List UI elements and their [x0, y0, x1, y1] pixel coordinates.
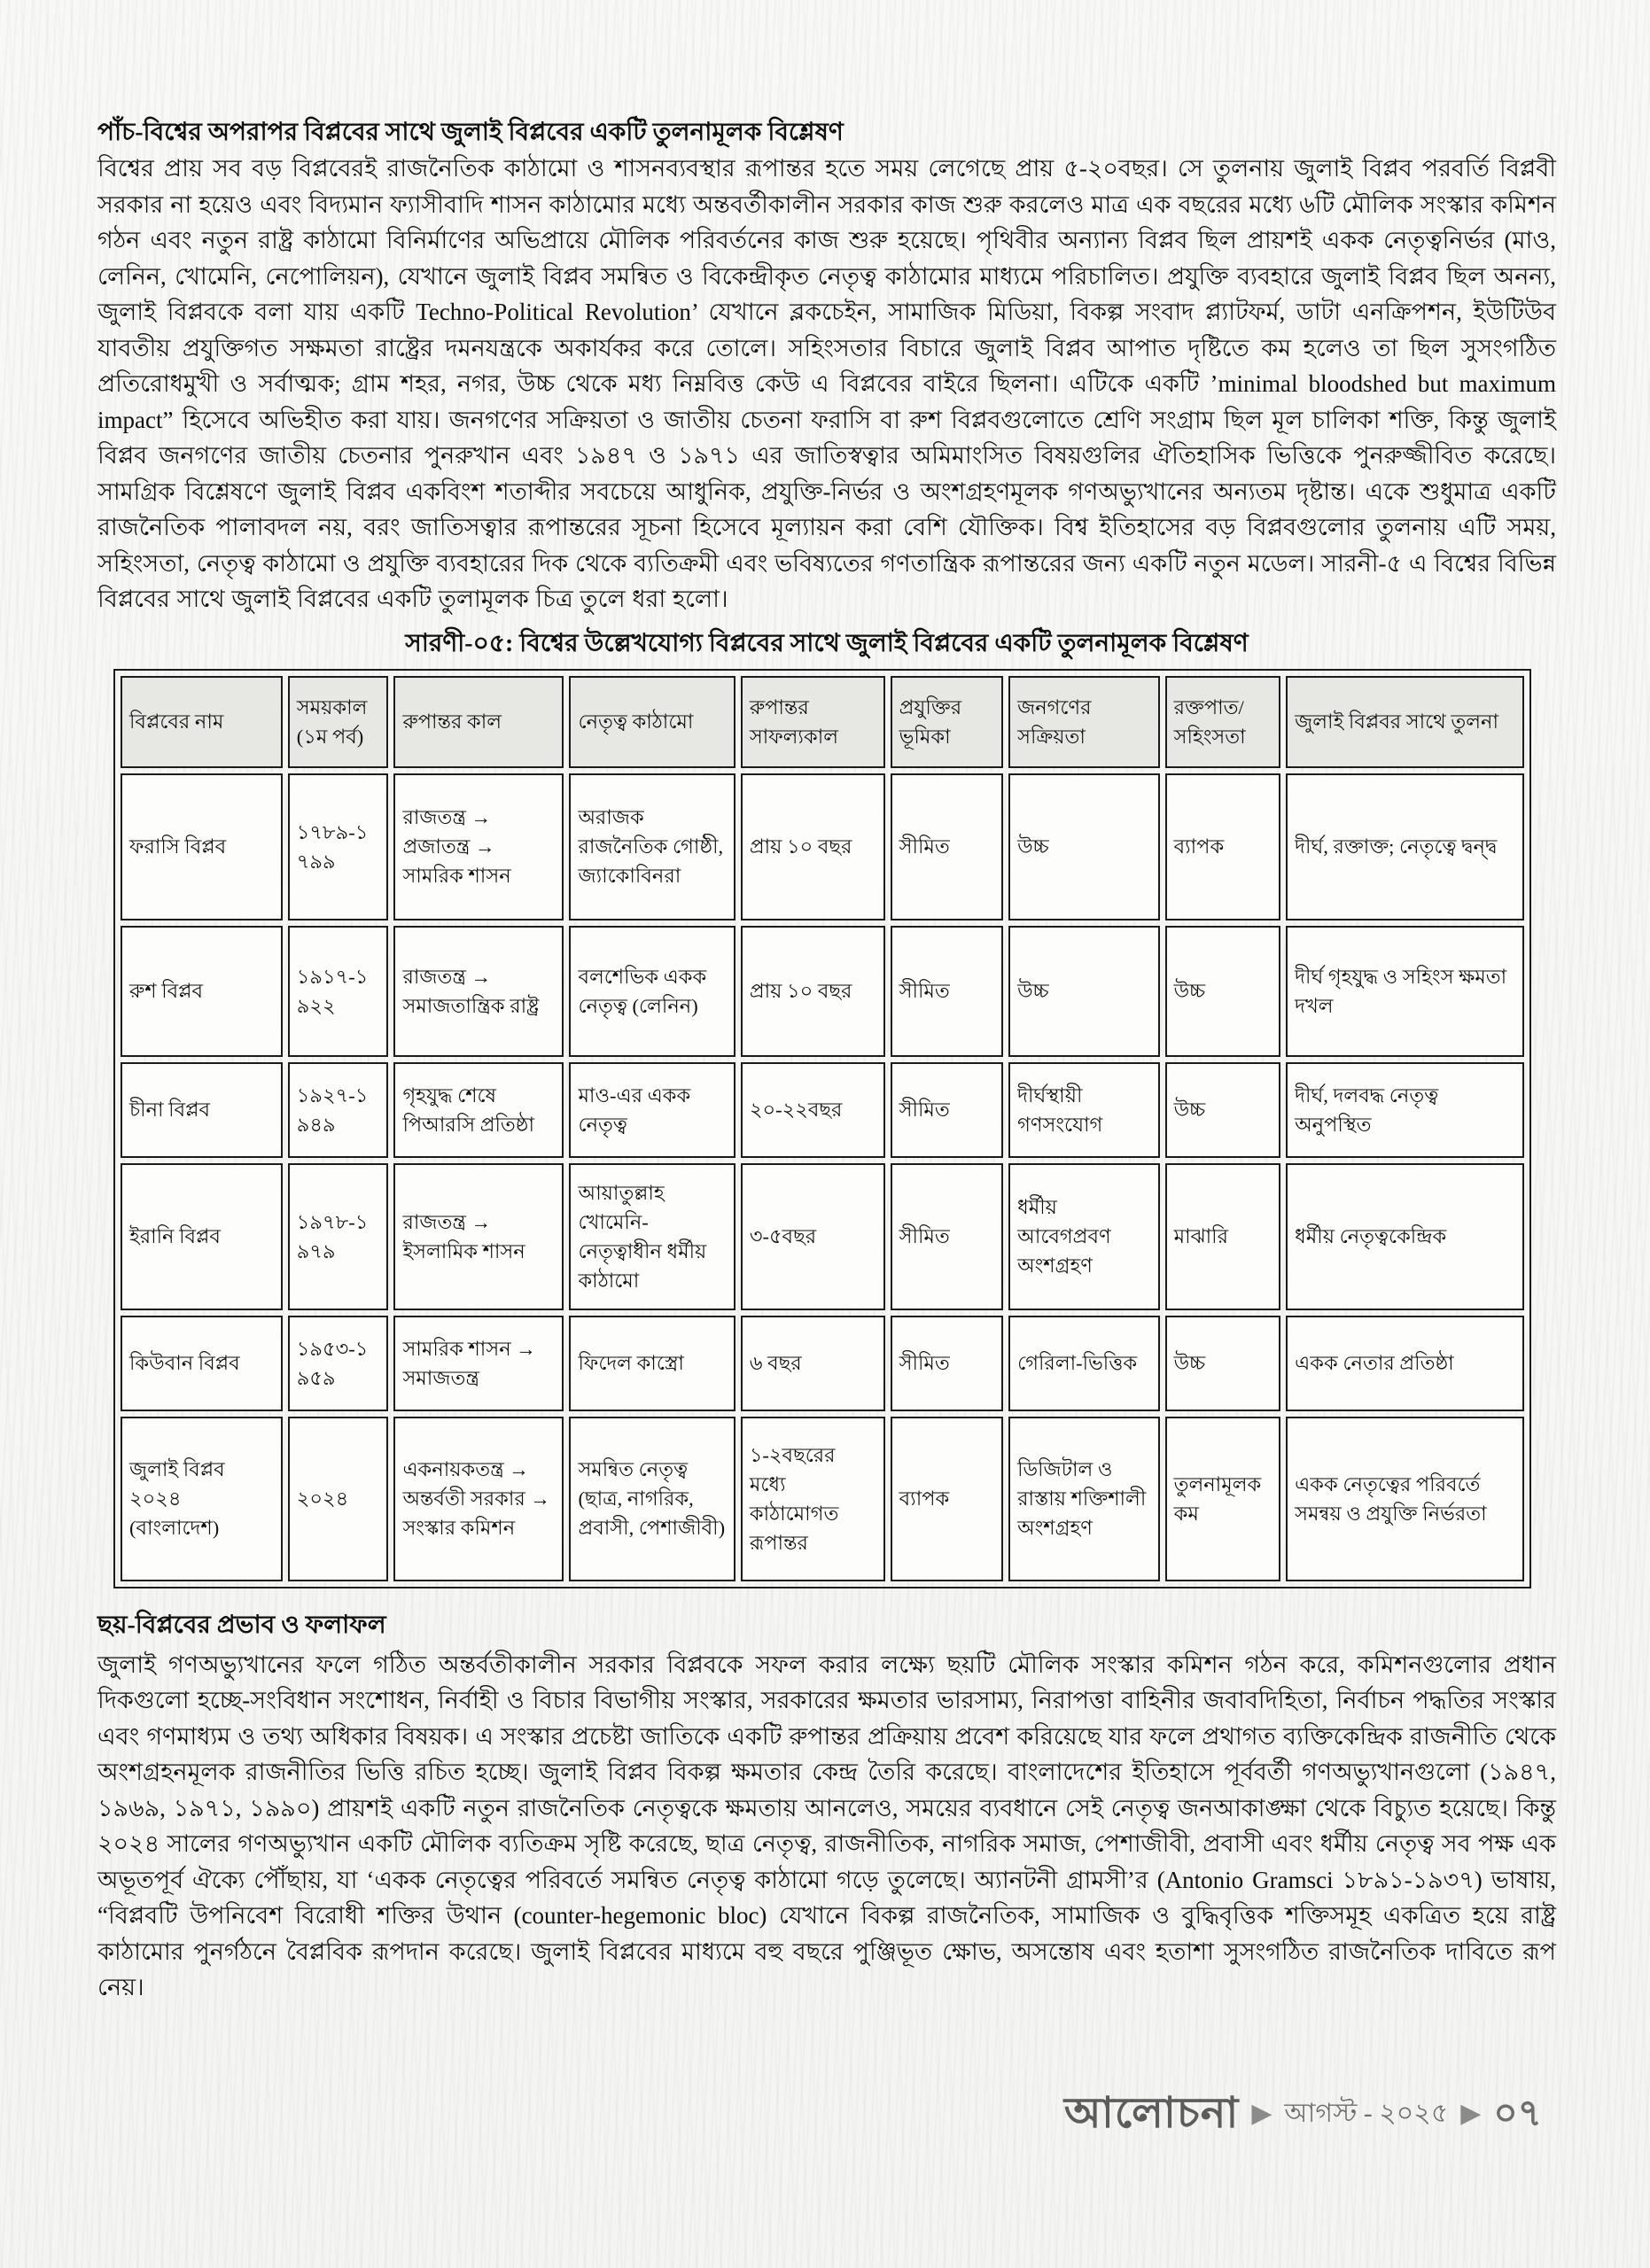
- table-cell: একক নেতৃত্বের পরিবর্তে সমন্বয় ও প্রযুক্তি নির্ভরতা: [1286, 1417, 1524, 1581]
- table-cell: সমন্বিত নেতৃত্ব (ছাত্র, নাগরিক, প্রবাসী, পেশাজীবী): [569, 1417, 735, 1581]
- table-cell: রাজতন্ত্র → সমাজতান্ত্রিক রাষ্ট্র: [393, 926, 564, 1057]
- table-header-cell: জনগণের সক্রিয়তা: [1008, 676, 1159, 768]
- table-cell: ইরানি বিপ্লব: [121, 1163, 283, 1310]
- magazine-logo: আলোচনা: [1063, 2090, 1240, 2137]
- table-cell: একনায়কতন্ত্র → অন্তর্বতী সরকার → সংস্কার কমিশন: [393, 1417, 564, 1581]
- table-header-cell: জুলাই বিপ্লবর সাথে তুলনা: [1286, 676, 1524, 768]
- table-cell: সামরিক শাসন → সমাজতন্ত্র: [393, 1316, 564, 1411]
- table-cell: ব্যাপক: [891, 1417, 1003, 1581]
- table-cell: দীর্ঘ গৃহযুদ্ধ ও সহিংস ক্ষমতা দখল: [1286, 926, 1524, 1057]
- table-cell: তুলনামূলক কম: [1165, 1417, 1281, 1581]
- table-body: [121, 773, 1524, 1581]
- table-cell: সীমিত: [891, 1316, 1003, 1411]
- table-row: [121, 1163, 1524, 1310]
- table-row: [121, 773, 1524, 920]
- table-cell: দীর্ঘস্থায়ী গণসংযোগ: [1008, 1062, 1159, 1158]
- table-cell: দীর্ঘ, দলবদ্ধ নেতৃত্ব অনুপস্থিত: [1286, 1062, 1524, 1158]
- revolution-comparison-table: [113, 669, 1531, 1588]
- table-cell: উচ্চ: [1008, 926, 1159, 1057]
- table-cell: মাঝারি: [1165, 1163, 1281, 1310]
- table-cell: জুলাই বিপ্লব ২০২৪ (বাংলাদেশ): [121, 1417, 283, 1581]
- table-cell: ফিদেল কাস্ত্রো: [569, 1316, 735, 1411]
- table-cell: সীমিত: [891, 926, 1003, 1057]
- table-cell: উচ্চ: [1165, 1062, 1281, 1158]
- page-footer: [1063, 2090, 1542, 2137]
- table-cell: রাজতন্ত্র → প্রজাতন্ত্র → সামরিক শাসন: [393, 773, 564, 920]
- table-cell: রুশ বিপ্লব: [121, 926, 283, 1057]
- section6-heading: ছয়-বিপ্লবের প্রভাব ও ফলাফল: [97, 1611, 386, 1639]
- table-cell: ৬ বছর: [741, 1316, 885, 1411]
- table-header-cell: প্রযুক্তির ভূমিকা: [891, 676, 1003, 768]
- table-cell: কিউবান বিপ্লব: [121, 1316, 283, 1411]
- table-cell: ১৯২৭-১৯৪৯: [288, 1062, 389, 1158]
- table-cell: উচ্চ: [1165, 1316, 1281, 1411]
- section5-paragraph: বিশ্বের প্রায় সব বড় বিপ্লবেরই রাজনৈতিক কাঠামো ও শাসনব্যবস্থার রূপান্তর হতে সময় লেগেছে প্রায় ৫-২০বছর। সে তুলনায় জুলাই বিপ্লব পরবর্তি বিপ্লবী সরকার না হয়েও এবং বিদ্যমান ফ্যাসীবাদি শাসন কাঠামোর মধ্যে অন্তবর্তীকালীন সরকার কাজ শুরু করলেও মাত্র এক বছরের মধ্যে ৬টি মৌলিক সংস্কার কমিশন গঠন এবং নতুন রাষ্ট্র কাঠামো বিনির্মাণের অভিপ্রায়ে মৌলিক পরিবর্তনের কাজ শুরু হয়েছে। পৃথিবীর অন্যান্য বিপ্লব ছিল প্রায়শই একক নেতৃত্বনির্ভর (মাও, লেনিন, খোমেনি, নেপোলিয়ন), যেখানে জুলাই বিপ্লব সমন্বিত ও বিকেন্দ্রীকৃত নেতৃত্ব কাঠামোর মাধ্যমে পরিচালিত। প্রযুক্তি ব্যবহারে জুলাই বিপ্লব ছিল অনন্য, জুলাই বিপ্লবকে বলা যায় একটি Techno-Political Revolution’ যেখানে ব্লকচেইন, সামাজিক মিডিয়া, বিকল্প সংবাদ প্ল্যাটফর্ম, ডাটা এনক্রিপশন, ইউটিউব যাবতীয় প্রযুক্তিগত সক্ষমতা রাষ্ট্রের দমনযন্ত্রকে অকার্যকর করে তোলে। সহিংসতার বিচারে জুলাই বিপ্লব আপাত দৃষ্টিতে কম হলেও তা ছিল সুসংগঠিত প্রতিরোধমুখী ও সর্বাত্মক; গ্রাম শহর, নগর, উচ্চ থেকে মধ্য নিম্নবিত্ত কেউ এ বিপ্লবের বাইরে ছিলনা। এটিকে একটি ’minimal bloodshed but maximum impact” হিসেবে অভিহীত করা যায়। জনগণের সক্রিয়তা ও জাতীয় চেতনা ফরাসি বা রুশ বিপ্লবগুলোতে শ্রেণি সংগ্রাম ছিল মূল চালিকা শক্তি, কিন্তু জুলাই বিপ্লব জনগণের জাতীয় চেতনার পুনরুখান এবং ১৯৪৭ ও ১৯৭১ এর জাতিস্বত্বার অমিমাংসিত বিষয়গুলির ঐতিহাসিক ভিত্তিকে পুনরুজ্জীবিত করেছে। সামগ্রিক বিশ্লেষণে জুলাই বিপ্লব একবিংশ শতাব্দীর সবচেয়ে আধুনিক, প্রযুক্তি-নির্ভর ও অংশগ্রহণমূলক গণঅভ্যুখানের অন্যতম দৃষ্টান্ত। একে শুধুমাত্র একটি রাজনৈতিক পালাবদল নয়, বরং জাতিসত্বার রূপান্তরের সূচনা হিসেবে মূল্যায়ন করা বেশি যৌক্তিক। বিশ্ব ইতিহাসের বড় বিপ্লবগুলোর তুলনায় এটি সময়, সহিংসতা, নেতৃত্ব কাঠামো ও প্রযুক্তি ব্যবহারের দিক থেকে ব্যতিক্রমী এবং ভবিষ্যতের গণতান্ত্রিক রূপান্তরের জন্য একটি নতুন মডেল। সারনী-৫ এ বিশ্বের বিভিন্ন বিপ্লবের সাথে জুলাই বিপ্লবের একটি তুলামূলক চিত্র তুলে ধরা হলো।: [97, 155, 1556, 612]
- table-cell: গৃহযুদ্ধ শেষে পিআরসি প্রতিষ্ঠা: [393, 1062, 564, 1158]
- table-cell: ১৯১৭-১৯২২: [288, 926, 389, 1057]
- table-cell: দীর্ঘ, রক্তাক্ত; নেতৃত্বে দ্বন্দ্ব: [1286, 773, 1524, 920]
- table-cell: আয়াতুল্লাহ খোমেনি-নেতৃত্বাধীন ধর্মীয় কাঠামো: [569, 1163, 735, 1310]
- table-header-row: [121, 676, 1524, 768]
- section5-heading: পাঁচ-বিশ্বের অপরাপর বিপ্লবের সাথে জুলাই বিপ্লবের একটি তুলনামূলক বিশ্লেষণ: [97, 119, 844, 146]
- table-cell: সীমিত: [891, 1062, 1003, 1158]
- table-cell: ২০২৪: [288, 1417, 389, 1581]
- table-header-cell: সময়কাল (১ম পর্ব): [288, 676, 389, 768]
- table-cell: ফরাসি বিপ্লব: [121, 773, 283, 920]
- table-cell: ধর্মীয় আবেগপ্রবণ অংশগ্রহণ: [1008, 1163, 1159, 1310]
- table-cell: ৩-৫বছর: [741, 1163, 885, 1310]
- table-cell: অরাজক রাজনৈতিক গোষ্ঠী, জ্যাকোবিনরা: [569, 773, 735, 920]
- table-cell: সীমিত: [891, 773, 1003, 920]
- table-cell: প্রায় ১০ বছর: [741, 773, 885, 920]
- section6-paragraph: জুলাই গণঅভ্যুখানের ফলে গঠিত অন্তর্বতীকালীন সরকার বিপ্লবকে সফল করার লক্ষ্যে ছয়টি মৌলিক সংস্কার কমিশন গঠন করে, কমিশনগুলোর প্রধান দিকগুলো হচ্ছে-সংবিধান সংশোধন, নির্বাহী ও বিচার বিভাগীয় সংস্কার, সরকারের ক্ষমতার ভারসাম্য, নিরাপত্তা বাহিনীর জবাবদিহিতা, নির্বাচন পদ্ধতির সংস্কার এবং গণমাধ্যম ও তথ্য অধিকার বিষয়ক। এ সংস্কার প্রচেষ্টা জাতিকে একটি রুপান্তর প্রক্রিয়ায় প্রবেশ করিয়েছে যার ফলে প্রথাগত ব্যক্তিকেন্দ্রিক রাজনীতি থেকে অংশগ্রহনমূলক রাজনীতির ভিত্তি রচিত হচ্ছে। জুলাই বিপ্লব বিকল্প ক্ষমতার কেন্দ্র তৈরি করেছে। বাংলাদেশের ইতিহাসে পূর্ববর্তী গণঅভ্যুখানগুলো (১৯৪৭, ১৯৬৯, ১৯৭১, ১৯৯০) প্রায়শই একটি নতুন রাজনৈতিক নেতৃত্বকে ক্ষমতায় আনলেও, সময়ের ব্যবধানে সেই নেতৃত্ব জনআকাঙ্ক্ষা থেকে বিচ্যুত হয়েছে। কিন্তু ২০২৪ সালের গণঅভ্যুখান একটি মৌলিক ব্যতিক্রম সৃষ্টি করেছে, ছাত্র নেতৃত্ব, রাজনীতিক, নাগরিক সমাজ, পেশাজীবী, প্রবাসী এবং ধর্মীয় নেতৃত্ব সব পক্ষ এক অভূতপূর্ব ঐক্যে পৌঁছায়, যা ‘একক নেতৃত্বের পরিবর্তে সমন্বিত নেতৃত্ব কাঠামো গড়ে তুলেছে। অ্যানটনী গ্রামসী’র (Antonio Gramsci ১৮৯১-১৯৩৭) ভাষায়, “বিপ্লবটি উপনিবেশ বিরোধী শক্তির উথান (counter-hegemonic bloc) যেখানে বিকল্প রাজনৈতিক, সামাজিক ও বুদ্ধিবৃত্তিক শক্তিসমূহ একত্রিত হয়ে রাষ্ট্র কাঠামোর পুনর্গঠনে বৈপ্লবিক রূপদান করেছে। জুলাই বিপ্লবের মাধ্যমে বহু বছরে পুঞ্জিভূত ক্ষোভ, অসন্তোষ এবং হতাশা সুসংগঠিত রাজনৈতিক দাবিতে রূপ নেয়।: [97, 1651, 1556, 2000]
- table-cell: রাজতন্ত্র → ইসলামিক শাসন: [393, 1163, 564, 1310]
- table-header-cell: রুপান্তর কাল: [393, 676, 564, 768]
- table-cell: উচ্চ: [1008, 773, 1159, 920]
- table-row: [121, 926, 1524, 1057]
- table-cell: ১৭৮৯-১৭৯৯: [288, 773, 389, 920]
- table-cell: সীমিত: [891, 1163, 1003, 1310]
- issue-label: আগস্ট - ২০২৫: [1284, 2099, 1449, 2128]
- table-cell: ধর্মীয় নেতৃত্বকেন্দ্রিক: [1286, 1163, 1524, 1310]
- table-cell: ১৯৭৮-১৯৭৯: [288, 1163, 389, 1310]
- table-cell: গেরিলা-ভিত্তিক: [1008, 1316, 1159, 1411]
- table-row: [121, 1316, 1524, 1411]
- table-cell: ২০-২২বছর: [741, 1062, 885, 1158]
- table-cell: প্রায় ১০ বছর: [741, 926, 885, 1057]
- table-header-cell: রুপান্তর সাফল্যকাল: [741, 676, 885, 768]
- triangle-separator-icon: ▶: [1251, 2099, 1273, 2128]
- table-row: [121, 1062, 1524, 1158]
- page-number: ০৭: [1493, 2093, 1542, 2134]
- table-row: [121, 1417, 1524, 1581]
- table-cell: ব্যাপক: [1165, 773, 1281, 920]
- table-cell: উচ্চ: [1165, 926, 1281, 1057]
- triangle-separator-icon: ▶: [1460, 2099, 1482, 2128]
- table-header-cell: রক্তপাত/ সহিংসতা: [1165, 676, 1281, 768]
- table-cell: ১-২বছরের মধ্যে কাঠামোগত রূপান্তর: [741, 1417, 885, 1581]
- table-cell: বলশেভিক একক নেতৃত্ব (লেনিন): [569, 926, 735, 1057]
- table-cell: মাও-এর একক নেতৃত্ব: [569, 1062, 735, 1158]
- table-header-cell: নেতৃত্ব কাঠামো: [569, 676, 735, 768]
- table-header-cell: বিপ্লবের নাম: [121, 676, 283, 768]
- table-cell: ১৯৫৩-১৯৫৯: [288, 1316, 389, 1411]
- table-caption: সারণী-০৫: বিশ্বের উল্লেখযোগ্য বিপ্লবের সাথে জুলাই বিপ্লবের একটি তুলনামূলক বিশ্লেষণ: [405, 629, 1249, 657]
- page-content: [97, 115, 1556, 2006]
- table-cell: চীনা বিপ্লব: [121, 1062, 283, 1158]
- table-cell: ডিজিটাল ও রাস্তায় শক্তিশালী অংশগ্রহণ: [1008, 1417, 1159, 1581]
- table-cell: একক নেতার প্রতিষ্ঠা: [1286, 1316, 1524, 1411]
